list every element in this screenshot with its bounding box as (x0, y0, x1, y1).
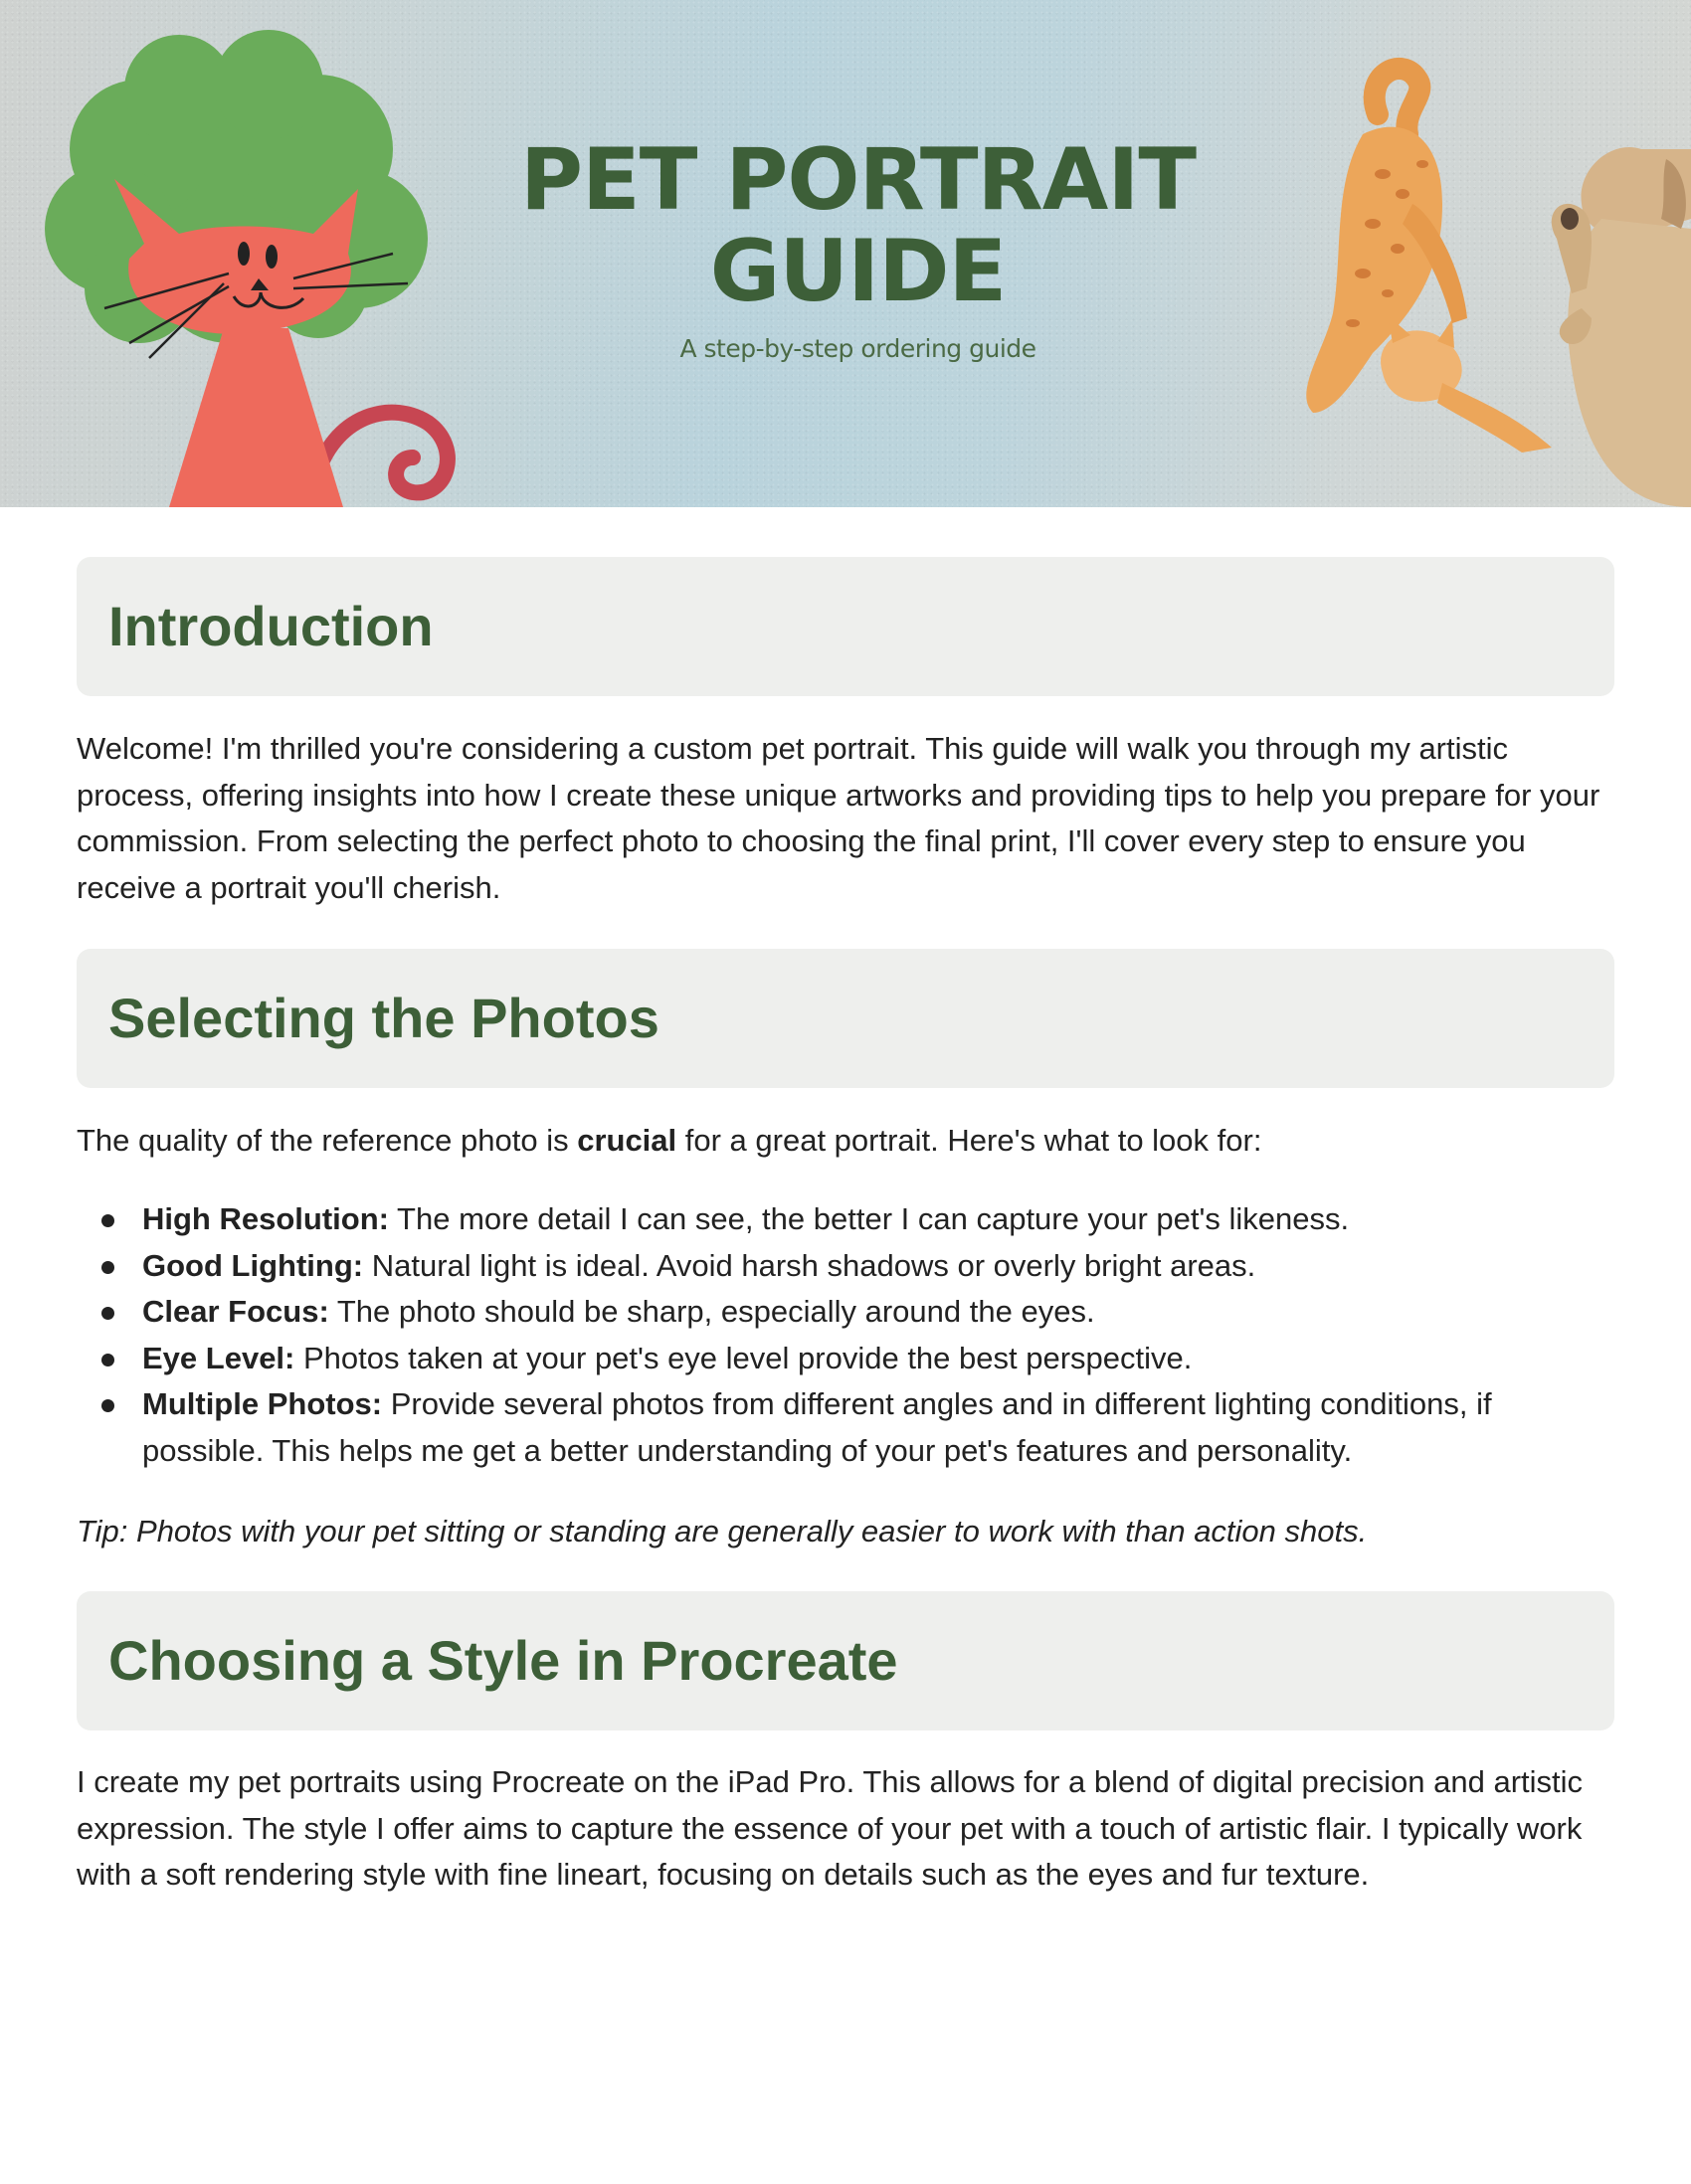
list-item (77, 1196, 1614, 1243)
list-item-label: Clear Focus: (142, 1294, 329, 1329)
introduction-heading-box (77, 557, 1614, 696)
list-item-text: The more detail I can see, the better I can capture your pet's likeness. (388, 1201, 1350, 1236)
list-item-text: Provide several photos from different angles and in different lighting conditions, if possible. This helps me get a better understanding of your pet's features and personality. (142, 1386, 1492, 1468)
bullet-dot (101, 1307, 114, 1320)
selecting-photos-heading: Selecting the Photos (108, 987, 659, 1049)
list-item-text: The photo should be sharp, especially around the eyes. (328, 1294, 1095, 1329)
introduction-body: Welcome! I'm thrilled you're considering a custom pet portrait. This guide will walk you through my artistic process, offering insights into how I create these unique artworks and providing tips to help you prepare for your commission. From selecting the perfect photo to choosing the final print, I'll cover every step to ensure you receive a portrait you'll cherish. (77, 731, 1600, 905)
list-item (77, 1243, 1614, 1290)
intro-emphasis: crucial (577, 1123, 677, 1158)
list-item (77, 1336, 1614, 1382)
page-title (448, 130, 1268, 321)
list-item (77, 1289, 1614, 1336)
list-item-text: Natural light is ideal. Avoid harsh shadows or overly bright areas. (363, 1247, 1256, 1283)
title-line-1: PET PORTRAIT (520, 130, 1196, 230)
bullet-dot (101, 1214, 114, 1227)
intro-text-end: for a great portrait. Here's what to look for: (676, 1123, 1262, 1158)
introduction-heading: Introduction (108, 595, 434, 657)
list-item (77, 1381, 1614, 1474)
photo-tip: Tip: Photos with your pet sitting or standing are generally easier to work with than action shots. (77, 1514, 1368, 1548)
choosing-style-heading: Choosing a Style in Procreate (108, 1629, 898, 1692)
choosing-style-heading-box (77, 1591, 1614, 1730)
selecting-photos-intro (77, 1118, 1614, 1165)
cartoon-cat-illustration (30, 30, 458, 507)
intro-text-start: The quality of the reference photo is (77, 1123, 578, 1158)
bullet-dot (101, 1261, 114, 1274)
choosing-style-body: I create my pet portraits using Procreate on the iPad Pro. This allows for a blend of digital precision and artistic expression. The style I offer aims to capture the essence of your pet with a touch of artistic flair. I typically work with a soft rendering style with fine lineart, focusing on details such as the eyes and fur texture. (77, 1764, 1584, 1892)
list-item-label: Eye Level: (142, 1340, 295, 1375)
bullet-dot (101, 1354, 114, 1366)
list-item-text: Photos taken at your pet's eye level provide the best perspective. (294, 1340, 1193, 1375)
watercolor-puppy-illustration (1492, 119, 1691, 507)
page-subtitle: A step-by-step ordering guide (679, 334, 1036, 363)
list-item-label: Good Lighting: (142, 1247, 364, 1283)
list-item-label: High Resolution: (142, 1201, 389, 1236)
header-banner (0, 0, 1691, 507)
bullet-dot (101, 1399, 114, 1412)
photo-tips-list (77, 1196, 1614, 1474)
title-line-2: GUIDE (709, 222, 1007, 321)
selecting-photos-heading-box (77, 949, 1614, 1088)
list-item-label: Multiple Photos: (142, 1386, 383, 1421)
